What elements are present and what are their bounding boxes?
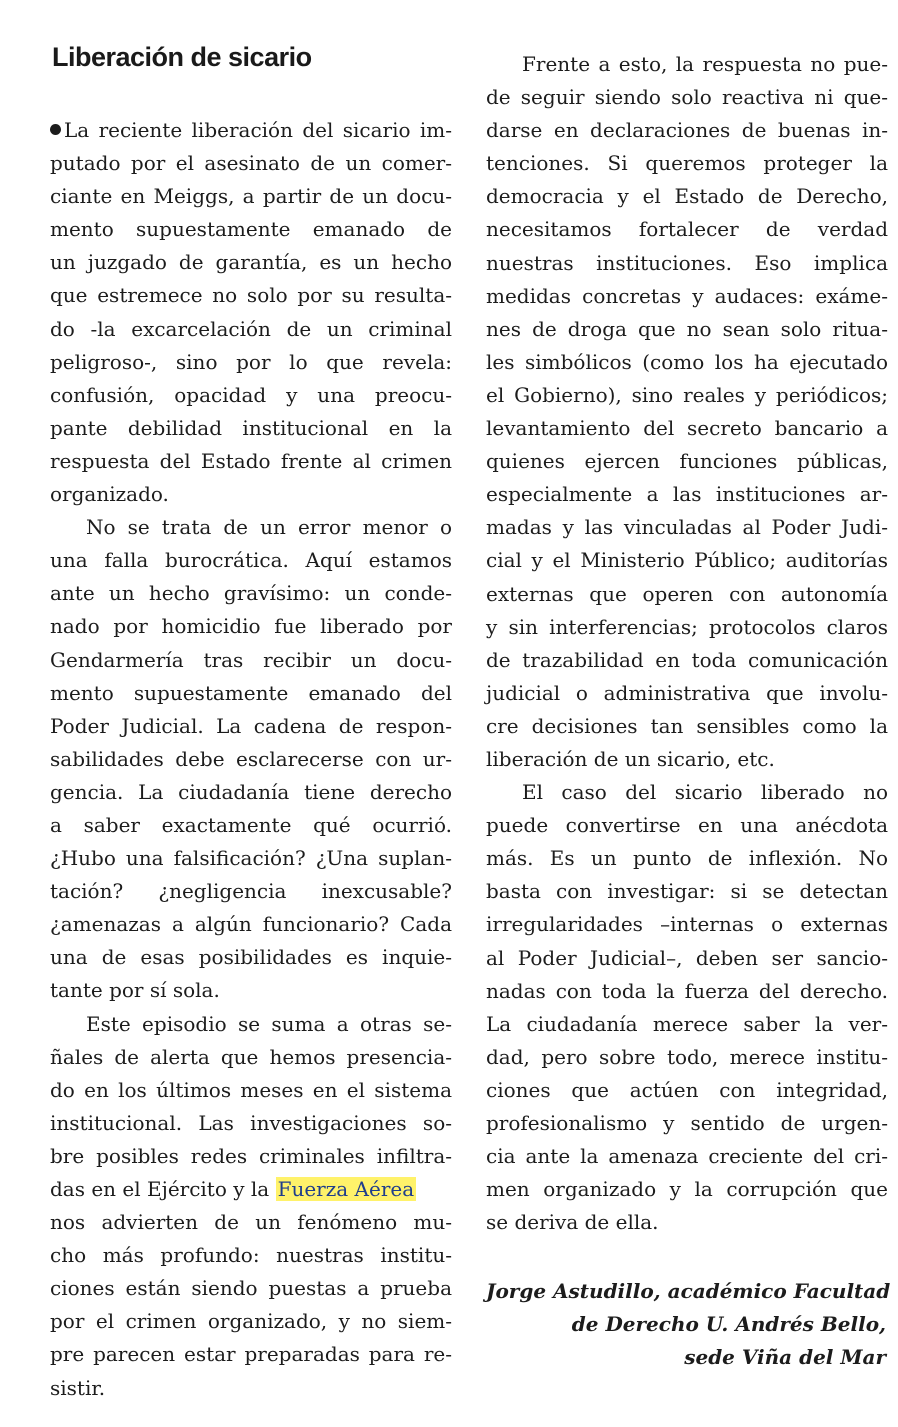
paragraph-line [486,809,888,842]
line-text: al Poder Judicial–, deben ser sancio- [486,945,888,970]
line-text: sistir. [50,1375,106,1400]
paragraph-line [486,975,888,1008]
line-text: bre posibles redes criminales infiltra- [50,1143,452,1168]
line-text: especialmente a las instituciones ar- [486,482,888,507]
paragraph-line [50,677,452,710]
line-text: judicial o administrativa que involu- [486,680,888,705]
paragraph-line [50,743,452,776]
line-text: pante debilidad institucional en la [50,415,452,440]
right-column [486,48,888,1239]
signature-line: Jorge Astudillo, académico Facultad [486,1279,891,1303]
line-text: cre decisiones tan sensibles como la [486,713,888,738]
paragraph-line [486,1107,888,1140]
line-text: putado por el asesinato de un comer- [50,151,452,176]
paragraph-line [50,610,452,643]
paragraph-line [50,776,452,809]
line-text: nes de droga que no sean solo ritua- [486,316,888,341]
line-text: confusión, opacidad y una preocu- [50,382,452,407]
signature-line: sede Viña del Mar [684,1345,886,1369]
paragraph-line [486,743,888,776]
line-text: ¿amenazas a algún funcionario? Cada [50,912,452,937]
paragraph-line [486,511,888,544]
paragraph-line [486,81,888,114]
line-text: gencia. La ciudadanía tiene derecho [50,779,452,804]
line-text: Este episodio se suma a otras se- [86,1011,452,1036]
line-text: de seguir siendo solo reactiva ni que- [486,85,888,110]
paragraph-line [486,114,888,147]
line-text: a saber exactamente qué ocurrió. [50,812,452,837]
paragraph-line [50,842,452,875]
line-text: que estremece no solo por su resulta- [50,283,452,308]
paragraph-line [50,279,452,312]
paragraph-line [486,1074,888,1107]
paragraph-line [50,1140,452,1173]
line-text: liberación de un sicario, etc. [486,746,775,771]
paragraph-line [486,842,888,875]
line-text: nado por homicidio fue liberado por [50,614,452,639]
line-text: más. Es un punto de inflexión. No [486,846,888,871]
line-text: irregularidades –internas o externas [486,912,888,937]
paragraph-line [486,908,888,941]
line-text: les simbólicos (como los ha ejecutado [486,349,888,374]
article-title: Liberación de sicario [52,42,312,72]
paragraph-line [50,577,452,610]
line-text: profesionalismo y sentido de urgen- [486,1111,888,1135]
line-text: un juzgado de garantía, es un hecho [50,250,452,275]
paragraph-line [486,247,888,280]
bullet-icon [50,124,61,135]
line-text: nos advierten de un fenómeno mu- [50,1210,452,1235]
paragraph-line [486,1173,888,1206]
line-text: tante por sí sola. [50,978,220,1003]
paragraph-line [486,611,888,644]
line-text: do -la excarcelación de un criminal [50,316,452,341]
paragraph-line [486,280,888,313]
line-text: dad, pero sobre todo, merece institu- [486,1044,888,1069]
line-text: el Gobierno), sino reales y periódicos; [486,382,888,407]
line-text: ciones que actúen con integridad, [486,1077,888,1102]
paragraph-line [50,1305,452,1338]
line-text: pre parecen estar preparadas para re- [50,1342,452,1367]
line-text: nuestras instituciones. Eso implica [486,250,888,275]
paragraph-line [50,1074,452,1107]
paragraph-line [50,114,452,147]
paragraph-line [486,677,888,710]
paragraph-line [50,644,452,677]
paragraph-line [486,644,888,677]
paragraph-line [486,313,888,346]
line-text: puede convertirse en una anécdota [486,813,888,838]
author-signature [486,1275,891,1374]
line-text: das en el Ejército y la [50,1177,276,1201]
line-text: democracia y el Estado de Derecho, [486,184,888,209]
paragraph-line [486,1206,888,1239]
paragraph-line [50,478,452,511]
line-text: por el crimen organizado, y no siem- [50,1309,452,1334]
paragraph-line [486,379,888,412]
line-text: tenciones. Si queremos proteger la [486,151,888,176]
paragraph-line [50,1272,452,1305]
highlighted-term: Fuerza Aérea [277,1177,415,1201]
line-text: y sin interferencias; protocolos claros [486,614,888,639]
paragraph-line [486,1140,888,1173]
line-text: de trazabilidad en toda comunicación [486,647,888,672]
paragraph-line [50,1008,452,1041]
paragraph-line [50,544,452,577]
line-text: do en los últimos meses en el sistema [50,1077,452,1102]
paragraph-line [486,544,888,577]
line-text: cia ante la amenaza creciente del cri- [486,1144,888,1169]
paragraph-line [50,1372,452,1405]
paragraph-line [50,213,452,246]
paragraph-line [486,346,888,379]
line-text: La ciudadanía merece saber la ver- [486,1011,888,1036]
line-text: nadas con toda la fuerza del derecho. [486,978,888,1003]
paragraph-line [50,710,452,743]
paragraph-line [486,578,888,611]
paragraph-line [50,346,452,379]
line-text: respuesta del Estado frente al crimen [50,448,452,473]
paragraph-line [486,710,888,743]
line-text: men organizado y la corrupción que [486,1177,888,1202]
line-text: tación? ¿negligencia inexcusable? [50,879,452,904]
line-text: basta con investigar: si se detectan [486,879,888,904]
paragraph-line [50,1206,452,1239]
paragraph-line [486,147,888,180]
paragraph-line [486,445,888,478]
paragraph-line [50,1107,452,1140]
line-text: cho más profundo: nuestras institu- [50,1243,452,1268]
line-text: El caso del sicario liberado no [522,780,888,805]
paragraph-line [50,180,452,213]
paragraph-line [486,213,888,246]
paragraph-line [50,379,452,412]
signature-line: de Derecho U. Andrés Bello, [571,1312,886,1336]
paragraph-line [486,942,888,975]
line-text: quienes ejercen funciones públicas, [486,449,888,474]
paragraph-line [486,1008,888,1041]
paragraph-line [50,1239,452,1272]
line-text: Frente a esto, la respuesta no pue- [522,52,888,76]
line-text: ñales de alerta que hemos presencia- [50,1044,452,1069]
left-column [50,114,452,1405]
line-text: institucional. Las investigaciones so- [50,1110,452,1135]
line-text: sabilidades debe esclarecerse con ur- [50,746,452,771]
paragraph-line [486,776,888,809]
line-text: una falla burocrática. Aquí estamos [50,548,452,573]
line-text: ciante en Meiggs, a partir de un docu- [50,184,452,209]
line-text: cial y el Ministerio Público; auditorías [486,548,888,573]
line-text: madas y las vinculadas al Poder Judi- [486,515,888,540]
line-text: ante un hecho gravísimo: un conde- [50,581,452,606]
line-text: externas que operen con autonomía [486,581,888,606]
line-text: Gendarmería tras recibir un docu- [50,647,452,672]
line-text: ciones están siendo puestas a prueba [50,1276,452,1301]
paragraph-line [486,48,888,81]
line-text: mento supuestamente emanado de [50,217,452,242]
line-text: darse en declaraciones de buenas in- [486,118,888,143]
paragraph-line [486,478,888,511]
line-text: medidas concretas y audaces: exáme- [486,283,888,308]
line-text: necesitamos fortalecer de verdad [486,217,888,242]
paragraph-line [50,974,452,1007]
line-text: peligroso-, sino por lo que revela: [50,349,452,374]
paragraph-line [50,511,452,544]
paragraph-line [50,875,452,908]
line-text: La reciente liberación del sicario im- [64,118,452,142]
paragraph-line [50,313,452,346]
line-text: ¿Hubo una falsificación? ¿Una suplan- [50,846,452,871]
paragraph-line [50,1338,452,1371]
paragraph-line [50,1173,452,1206]
paragraph-line [486,180,888,213]
paragraph-line [50,445,452,478]
line-text: levantamiento del secreto bancario a [486,416,888,441]
paragraph-line [50,908,452,941]
line-text: Poder Judicial. La cadena de respon- [50,713,452,738]
paragraph-line [50,147,452,180]
paragraph-line [50,1041,452,1074]
line-text: No se trata de un error menor o [86,515,452,540]
paragraph-line [50,412,452,445]
paragraph-line [50,809,452,842]
paragraph-line [50,246,452,279]
line-text: una de esas posibilidades es inquie- [50,945,452,970]
line-text: organizado. [50,482,169,507]
paragraph-line [486,1041,888,1074]
paragraph-line [486,412,888,445]
paragraph-line [486,875,888,908]
line-text: se deriva de ella. [486,1210,659,1235]
line-text: mento supuestamente emanado del [50,680,452,705]
paragraph-line [50,941,452,974]
